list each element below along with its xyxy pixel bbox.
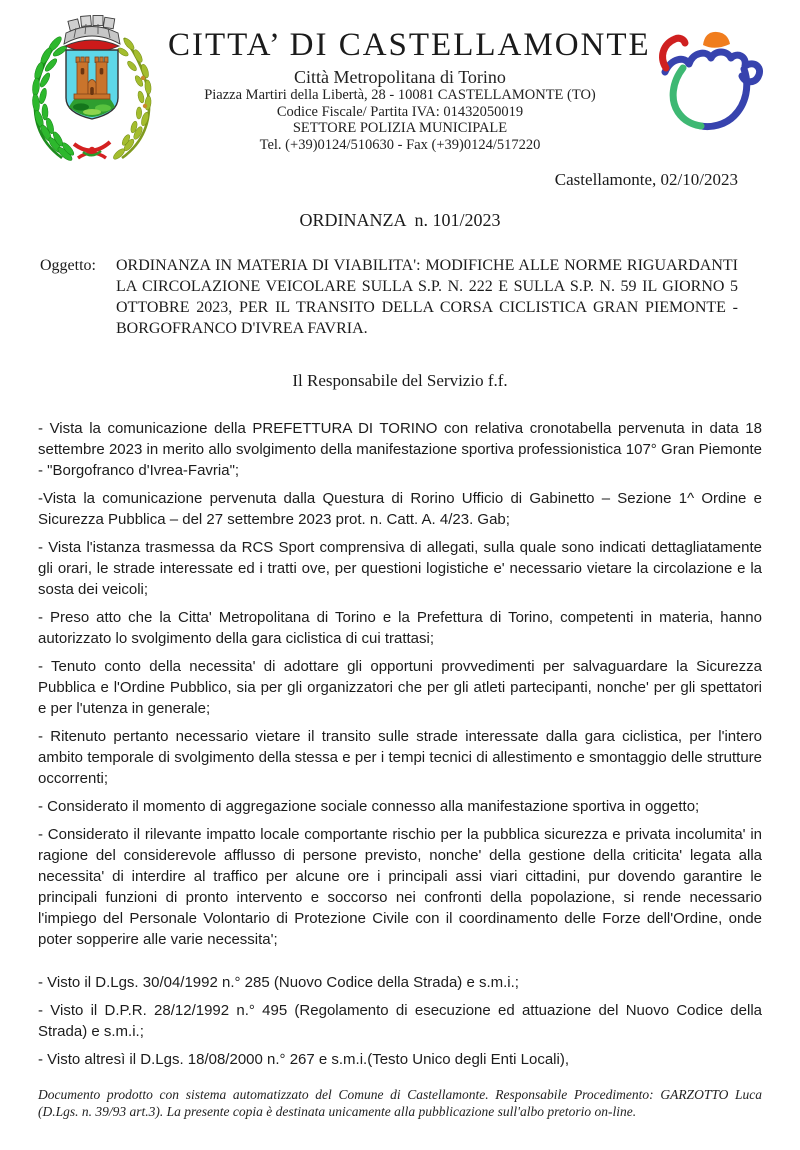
body-paragraph: - Vista la comunicazione della PREFETTURA DI TORINO con relativa cronotabella pervenuta in data 18 settembre 2023 in merito allo svolgimento della manifestazione sportiva professionistica 107° Gran Piemonte - "Borgofranco d'Ivrea-Favria"; <box>38 420 762 479</box>
subject-text: ORDINANZA IN MATERIA DI VIABILITA': MODIFICHE ALLE NORME RIGUARDANTI LA CIRCOLAZIONE VEICOLARE SULLA S.P. N. 222 E SULLA S.P. N. 59 IL GIORNO 5 OTTOBRE 2023, PER IL TRANSITO DELLA CORSA CICLISTICA GRAN PIEMONTE - BORGOFRANCO D'IVREA FAVRIA. <box>116 257 738 337</box>
body-paragraph: - Vista l'istanza trasmessa da RCS Sport comprensiva di allegati, sulla quale sono indicati dettagliatamente gli orari, le strade interessate ed i tratti ove, per questioni logistiche e' necessario vietare la circolazione e la sosta dei veicoli; <box>38 539 762 598</box>
responsible-heading: Il Responsabile del Servizio f.f. <box>292 371 508 390</box>
city-title: CITTA’ DI CASTELLAMONTE <box>168 27 651 63</box>
body-paragraph: - Preso atto che la Citta' Metropolitana di Torino e la Prefettura di Torino, competenti in materia, hanno autorizzato lo svolgimento della gara ciclistica di cui trattasi; <box>38 609 762 647</box>
letterhead-text <box>168 27 651 153</box>
body-paragraph: - Considerato il rilevante impatto locale comportante rischio per la pubblica sicurezza e privata incolumita' in ragione del considerevole afflusso di persone previsto, nonche' della gestione della criticita' legata alla necessita' di interdire al traffico per alcune ore i principali assi viari cittadini, pur dovendo garantire le principali funzioni di pronto intervento e soccorso nei confronti della popolazione, si rende necessario l'impiego del Personale Volontario di Protezione Civile con il coordinamento delle Forze dell'Ordine, onde poter sopperire alle varie necessita'; <box>38 826 762 948</box>
body-paragraph: -Vista la comunicazione pervenuta dalla Questura di Rorino Ufficio di Gabinetto – Sezione 1^ Ordine e Sicurezza Pubblica – del 27 settembre 2023 prot. n. Catt. A. 4/23. Gab; <box>38 490 762 528</box>
body-paragraph: - Visto altresì il D.Lgs. 18/08/2000 n.° 267 e s.m.i.(Testo Unico degli Enti Locali), <box>38 1051 569 1068</box>
footer-note: Documento prodotto con sistema automatizzato del Comune di Castellamonte. Responsabile Procedimento: GARZOTTO Luca (D.Lgs. n. 39/93 art.3). La presente copia è destinata unicamente alla pubblicazione sull'albo pretorio on-line. <box>38 1087 762 1119</box>
body-paragraph: - Ritenuto pertanto necessario vietare il transito sulle strade interessate dalla gara ciclistica, per l'intero ambito temporale di svolgimento della stessa e per i tempi tecnici di allestimento e smontaggio delle strutture occorrenti; <box>38 728 762 787</box>
address-line: Piazza Martiri della Libertà, 28 - 10081 CASTELLAMONTE (TO) <box>204 87 596 103</box>
subject-label: Oggetto: <box>40 257 96 274</box>
department-line: SETTORE POLIZIA MUNICIPALE <box>292 120 508 136</box>
ordinance-body <box>38 418 762 1070</box>
teapot-left-stroke <box>673 68 701 126</box>
phone-line: Tel. (+39)0124/510630 - Fax (+39)0124/517220 <box>259 136 541 153</box>
body-paragraph: - Visto il D.P.R. 28/12/1992 n.° 495 (Regolamento di esecuzione ed attuazione del Nuovo Codice della Strada) e s.m.i.; <box>38 1002 762 1040</box>
letterhead <box>0 0 800 168</box>
teapot-lid <box>703 32 730 48</box>
mural-crown <box>64 16 120 53</box>
body-paragraph: - Tenuto conto della necessita' di adottare gli opportuni provvedimenti per salvaguardare la Sicurezza Pubblica e l'Ordine Pubblico, sia per gli organizzatori che per gli atleti partecipanti, nonche' per gli spettatori e per l'utenza in generale; <box>38 658 762 717</box>
subject-block <box>40 255 738 339</box>
city-subtitle: Città Metropolitana di Torino <box>294 67 506 87</box>
place-date-line: Castellamonte, 02/10/2023 <box>554 170 738 189</box>
ordinance-number: ORDINANZA n. 101/2023 <box>299 210 501 230</box>
ceramic-teapot-logo-icon <box>650 24 772 136</box>
body-paragraph: - Visto il D.Lgs. 30/04/1992 n.° 285 (Nuovo Codice della Strada) e s.m.i.; <box>38 974 519 991</box>
coat-of-arms-icon <box>20 10 164 168</box>
ribbon <box>74 142 110 158</box>
fiscal-line: Codice Fiscale/ Partita IVA: 01432050019 <box>276 103 524 120</box>
body-paragraph: - Considerato il momento di aggregazione sociale connesso alla manifestazione sportiva in oggetto; <box>38 798 700 815</box>
